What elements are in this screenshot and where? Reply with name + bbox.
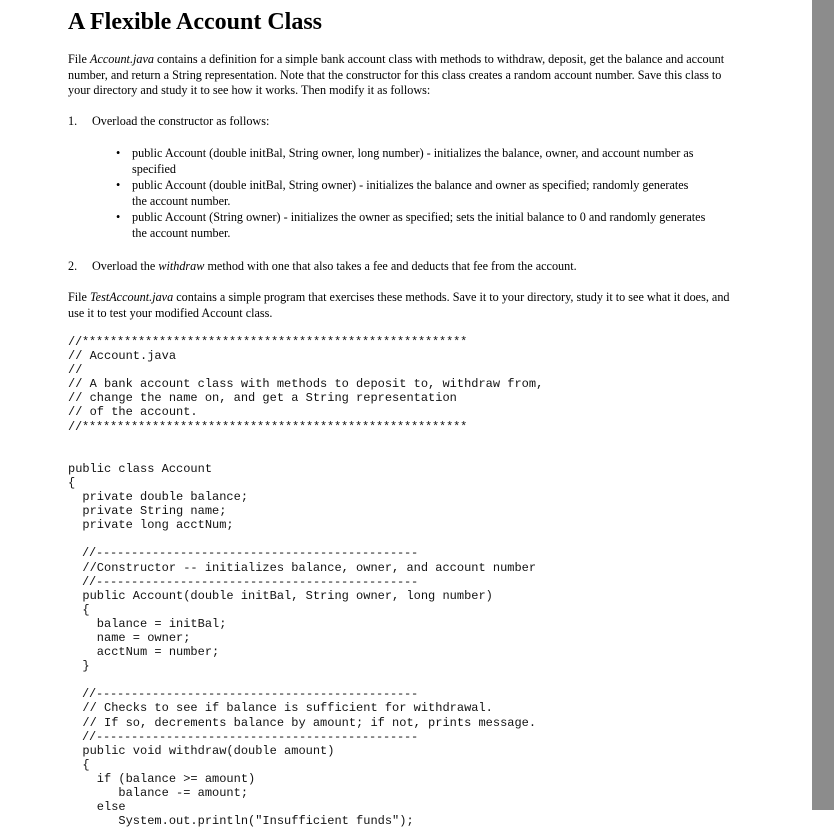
item-2-number: 2.	[68, 259, 78, 273]
para2-filename: TestAccount.java	[90, 290, 174, 304]
code-line: {	[68, 757, 90, 772]
code-line: // A bank account class with methods to deposit to, withdraw from,	[68, 377, 544, 392]
code-line: }	[68, 659, 90, 674]
intro-filename: Account.java	[90, 52, 154, 66]
code-line: {	[68, 475, 76, 490]
bullet-item	[116, 178, 706, 209]
bullet-item	[116, 146, 706, 177]
code-line: private double balance;	[68, 490, 249, 505]
code-line: else	[68, 800, 126, 815]
code-line: {	[68, 602, 90, 617]
intro-paragraph	[68, 52, 738, 99]
code-line: balance = initBal;	[68, 616, 227, 631]
code-line: System.out.println("Insufficient funds");	[68, 814, 414, 828]
code-line: // change the name on, and get a String representation	[68, 391, 457, 406]
intro-text: contains a definition for a simple bank account class with methods to withdraw, deposit, get the balance and account number, and return a String representation. Note that the constructor for this class creates a random account number. Save this class to your directory and study it to see how it works. Then modify it as follows:	[68, 52, 725, 97]
code-line	[68, 673, 543, 687]
code-line: //	[68, 363, 83, 378]
code-line: public class Account	[68, 461, 213, 476]
bullet-dot-icon: •	[116, 178, 121, 192]
item-2-suffix: method with one that also takes a fee and deducts that fee from the account.	[204, 259, 577, 273]
bullet-dot-icon: •	[116, 146, 121, 160]
item-2-prefix: Overload the	[92, 259, 159, 273]
code-line: public Account(double initBal, String owner, long number)	[68, 588, 493, 603]
para2-text: contains a simple program that exercises these methods. Save it to your directory, study it to see what it does, and use it to test your modified Account class.	[68, 290, 730, 320]
code-line: private String name;	[68, 504, 227, 519]
code-line	[68, 532, 543, 546]
constructor-bullet-list	[116, 146, 706, 242]
code-line: //*******************************************************	[68, 335, 468, 349]
code-listing	[68, 335, 543, 828]
numbered-item-1	[68, 114, 269, 130]
numbered-item-2	[68, 259, 577, 275]
item-2-method: withdraw	[158, 259, 205, 273]
code-line: acctNum = number;	[68, 645, 220, 660]
para2-prefix: File	[68, 290, 91, 304]
code-line: // If so, decrements balance by amount; if not, prints message.	[68, 715, 537, 730]
code-line	[68, 448, 543, 462]
code-line: balance -= amount;	[68, 786, 249, 800]
code-line: //----------------------------------------------	[68, 574, 419, 589]
bullet-dot-icon: •	[116, 210, 121, 224]
code-line: //*******************************************************	[68, 419, 468, 434]
code-line: // Checks to see if balance is sufficient for withdrawal.	[68, 701, 493, 716]
code-line: //----------------------------------------------	[68, 729, 419, 744]
item-1-number: 1.	[68, 114, 78, 128]
bullet-text: public Account (double initBal, String owner) - initializes the balance and owner as specified; randomly generates the account number.	[132, 178, 689, 208]
code-line: //----------------------------------------------	[68, 687, 419, 702]
code-line: // Account.java	[68, 349, 177, 364]
bullet-text: public Account (double initBal, String owner, long number) - initializes the balance, owner, and account number as specified	[132, 146, 694, 176]
code-line: private long acctNum;	[68, 518, 234, 533]
code-line: // of the account.	[68, 405, 198, 420]
page-title: A Flexible Account Class	[68, 9, 323, 35]
code-line	[68, 434, 543, 448]
item-1-text: Overload the constructor as follows:	[92, 114, 270, 128]
bullet-item	[116, 210, 706, 241]
code-line: //----------------------------------------------	[68, 546, 419, 561]
vertical-scrollbar[interactable]	[812, 0, 834, 810]
intro-prefix: File	[68, 52, 91, 66]
test-account-paragraph	[68, 290, 738, 321]
bullet-text: public Account (String owner) - initializes the owner as specified; sets the initial balance to 0 and randomly generates the account number.	[132, 210, 706, 240]
code-line: name = owner;	[68, 630, 191, 645]
code-line: //Constructor -- initializes balance, owner, and account number	[68, 560, 537, 575]
code-line: if (balance >= amount)	[68, 771, 256, 786]
code-line: public void withdraw(double amount)	[68, 743, 335, 758]
